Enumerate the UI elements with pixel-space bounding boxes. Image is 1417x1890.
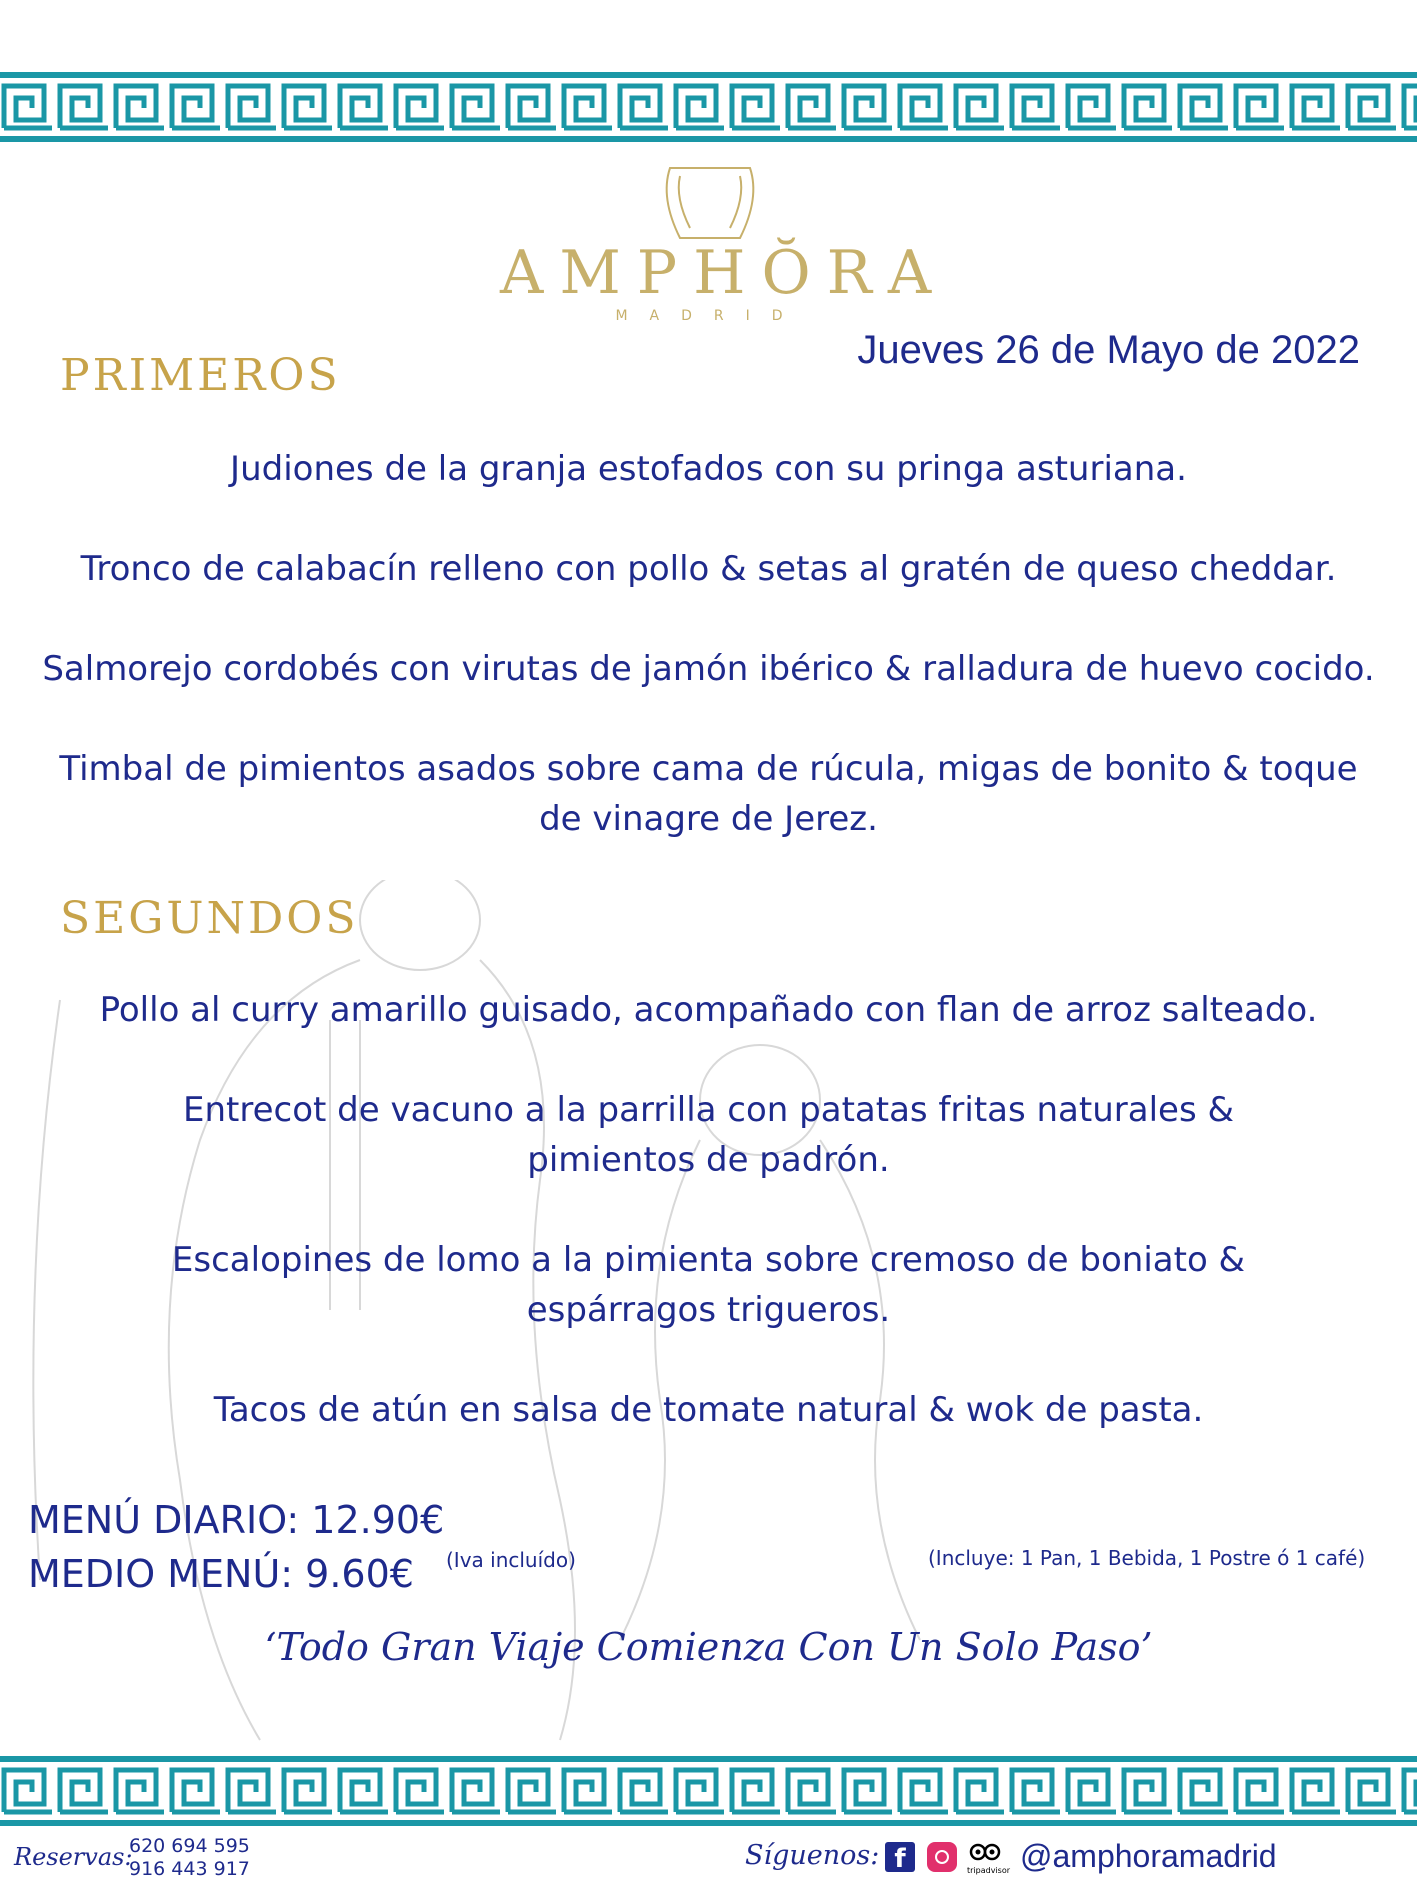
dish-segundo-4: Tacos de atún en salsa de tomate natural & wok de pasta. [213,1390,1204,1430]
iva-note: (Iva incluído) [446,1548,576,1572]
dish-segundo-2-line-2: pimientos de padrón. [527,1140,890,1180]
dish-primero-4-line-2: de vinagre de Jerez. [539,799,878,839]
dish-segundo-3-line-1: Escalopines de lomo a la pimienta sobre cremoso de boniato & [171,1240,1246,1280]
dish-segundo-3-line-2: espárragos trigueros. [526,1290,891,1330]
dish-primero-2: Tronco de calabacín relleno con pollo & setas al gratén de queso cheddar. [80,549,1337,589]
dish-primero-1: Judiones de la granja estofados con su pringa asturiana. [230,449,1187,489]
menu-date: Jueves 26 de Mayo de 2022 [857,328,1360,372]
social-handle[interactable]: @amphoramadrid [1020,1838,1277,1874]
price-medio-menu: MEDIO MENÚ: 9.60€ [28,1552,414,1596]
includes-note: (Incluye: 1 Pan, 1 Bebida, 1 Postre ó 1 café) [928,1546,1366,1570]
dish-segundo-2-line-1: Entrecot de vacuno a la parrilla con patatas fritas naturales & [183,1090,1234,1130]
instagram-icon[interactable] [927,1842,957,1872]
amphora-logo [500,158,948,338]
motto-quote: ‘Todo Gran Viaje Comienza Con Un Solo Paso’ [264,1625,1153,1669]
tripadvisor-label: tripadvisor [967,1866,1011,1875]
section-title-segundos: SEGUNDOS [60,893,359,944]
brand-city: MADRID [615,308,805,324]
facebook-icon[interactable]: f [885,1842,915,1872]
reservas-label: Reservas: [14,1843,133,1871]
phone-numbers [129,1835,250,1881]
greek-key-border-bottom [0,1756,1417,1826]
dish-primero-4-line-1: Timbal de pimientos asados sobre cama de rúcula, migas de bonito & toque [59,749,1358,789]
section-title-primeros: PRIMEROS [60,350,341,401]
dish-segundo-1: Pollo al curry amarillo guisado, acompañado con flan de arroz salteado. [99,990,1318,1030]
price-menu-diario: MENÚ DIARIO: 12.90€ [28,1498,445,1542]
greek-key-border-top [0,72,1417,142]
phone-1[interactable]: 620 694 595 [129,1835,250,1857]
dish-primero-3: Salmorejo cordobés con virutas de jamón ibérico & ralladura de huevo cocido. [42,649,1375,689]
phone-2[interactable]: 916 443 917 [129,1858,250,1880]
brand-name: AMPHŎRA [500,238,948,308]
siguenos-label: Síguenos: [745,1840,880,1871]
